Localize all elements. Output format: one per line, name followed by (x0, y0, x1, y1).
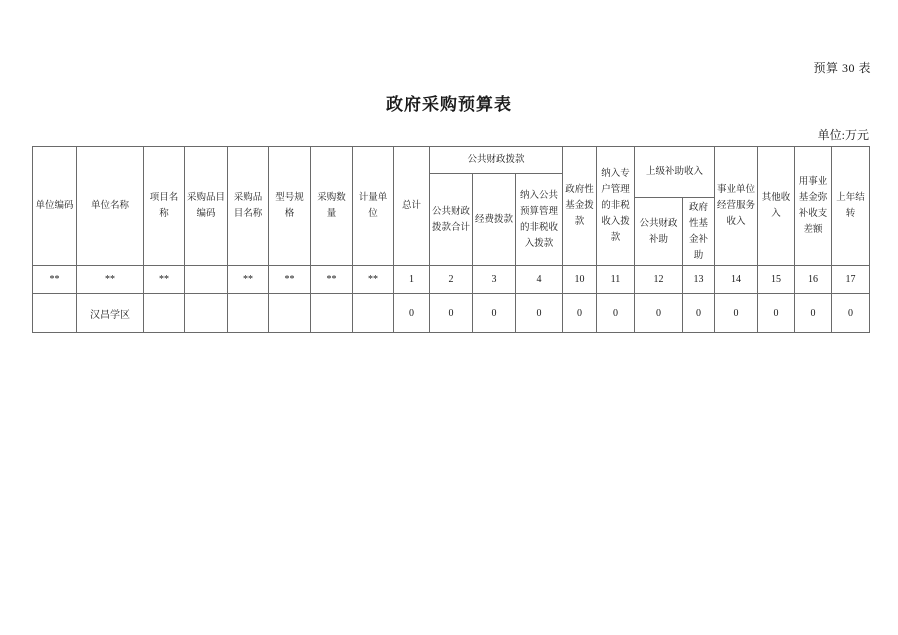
column-number-cell: ** (144, 266, 185, 294)
column-number-cell: 16 (795, 266, 832, 294)
column-number-cell: 1 (394, 266, 430, 294)
column-number-cell: 15 (758, 266, 795, 294)
column-number-cell: ** (353, 266, 394, 294)
col-header-nontax-special-account: 纳入专户管理的非税收入拨款 (597, 147, 635, 266)
page-title: 政府采购预算表 (386, 95, 512, 114)
group-header-superior-subsidy: 上级补助收入 (635, 147, 715, 198)
budget-table (32, 146, 870, 333)
data-cell (269, 294, 311, 333)
data-cell (185, 294, 228, 333)
col-header-prev-year-carryover: 上年结转 (832, 147, 870, 266)
data-cell: 0 (635, 294, 683, 333)
column-number-cell: 17 (832, 266, 870, 294)
column-number-cell: 10 (563, 266, 597, 294)
unit-note: 单位:万元 (817, 128, 869, 142)
col-header-funds-appropriation: 经费拨款 (473, 174, 516, 266)
col-header-item-code: 采购品目编码 (185, 147, 228, 266)
column-number-cell: 4 (516, 266, 563, 294)
column-number-cell: 3 (473, 266, 516, 294)
table-row (33, 294, 870, 333)
data-cell (353, 294, 394, 333)
column-number-cell: ** (311, 266, 353, 294)
data-cell: 0 (795, 294, 832, 333)
column-number-cell: ** (228, 266, 269, 294)
col-header-item-name: 采购品目名称 (228, 147, 269, 266)
data-cell: 0 (597, 294, 635, 333)
col-header-public-finance-total: 公共财政拨款合计 (430, 174, 473, 266)
column-number-cell: ** (269, 266, 311, 294)
col-header-public-finance-subsidy: 公共财政补助 (635, 198, 683, 266)
column-number-cell (185, 266, 228, 294)
col-header-project-name: 项目名称 (144, 147, 185, 266)
col-header-unit-name: 单位名称 (77, 147, 144, 266)
data-cell: 0 (430, 294, 473, 333)
data-cell (311, 294, 353, 333)
data-cell: 0 (683, 294, 715, 333)
data-cell: 0 (394, 294, 430, 333)
col-header-quantity: 采购数量 (311, 147, 353, 266)
column-number-cell: 11 (597, 266, 635, 294)
data-cell: 0 (758, 294, 795, 333)
col-header-govt-fund-appropriation: 政府性基金拨款 (563, 147, 597, 266)
col-header-fund-balance-offset: 用事业基金弥补收支差额 (795, 147, 832, 266)
data-cell: 0 (563, 294, 597, 333)
unit-name-cell: 汉昌学区 (77, 294, 144, 333)
data-cell: 0 (832, 294, 870, 333)
column-number-cell: ** (33, 266, 77, 294)
data-cell: 0 (516, 294, 563, 333)
col-header-nontax-public-budget: 纳入公共预算管理的非税收入拨款 (516, 174, 563, 266)
data-cell (228, 294, 269, 333)
group-header-public-finance: 公共财政拨款 (430, 147, 563, 174)
data-cell (144, 294, 185, 333)
data-cell (33, 294, 77, 333)
column-number-cell: 2 (430, 266, 473, 294)
col-header-govt-fund-subsidy: 政府性基金补助 (683, 198, 715, 266)
col-header-other-income: 其他收入 (758, 147, 795, 266)
col-header-unit-code: 单位编码 (33, 147, 77, 266)
doc-number: 预算 30 表 (813, 61, 871, 75)
col-header-total: 总计 (394, 147, 430, 266)
column-number-cell: 12 (635, 266, 683, 294)
data-cell: 0 (715, 294, 758, 333)
column-number-cell: 14 (715, 266, 758, 294)
col-header-measure-unit: 计量单位 (353, 147, 394, 266)
column-number-cell: ** (77, 266, 144, 294)
col-header-model-spec: 型号规格 (269, 147, 311, 266)
column-number-cell: 13 (683, 266, 715, 294)
column-number-row (33, 266, 870, 294)
col-header-business-service-income: 事业单位经营服务收入 (715, 147, 758, 266)
data-cell: 0 (473, 294, 516, 333)
